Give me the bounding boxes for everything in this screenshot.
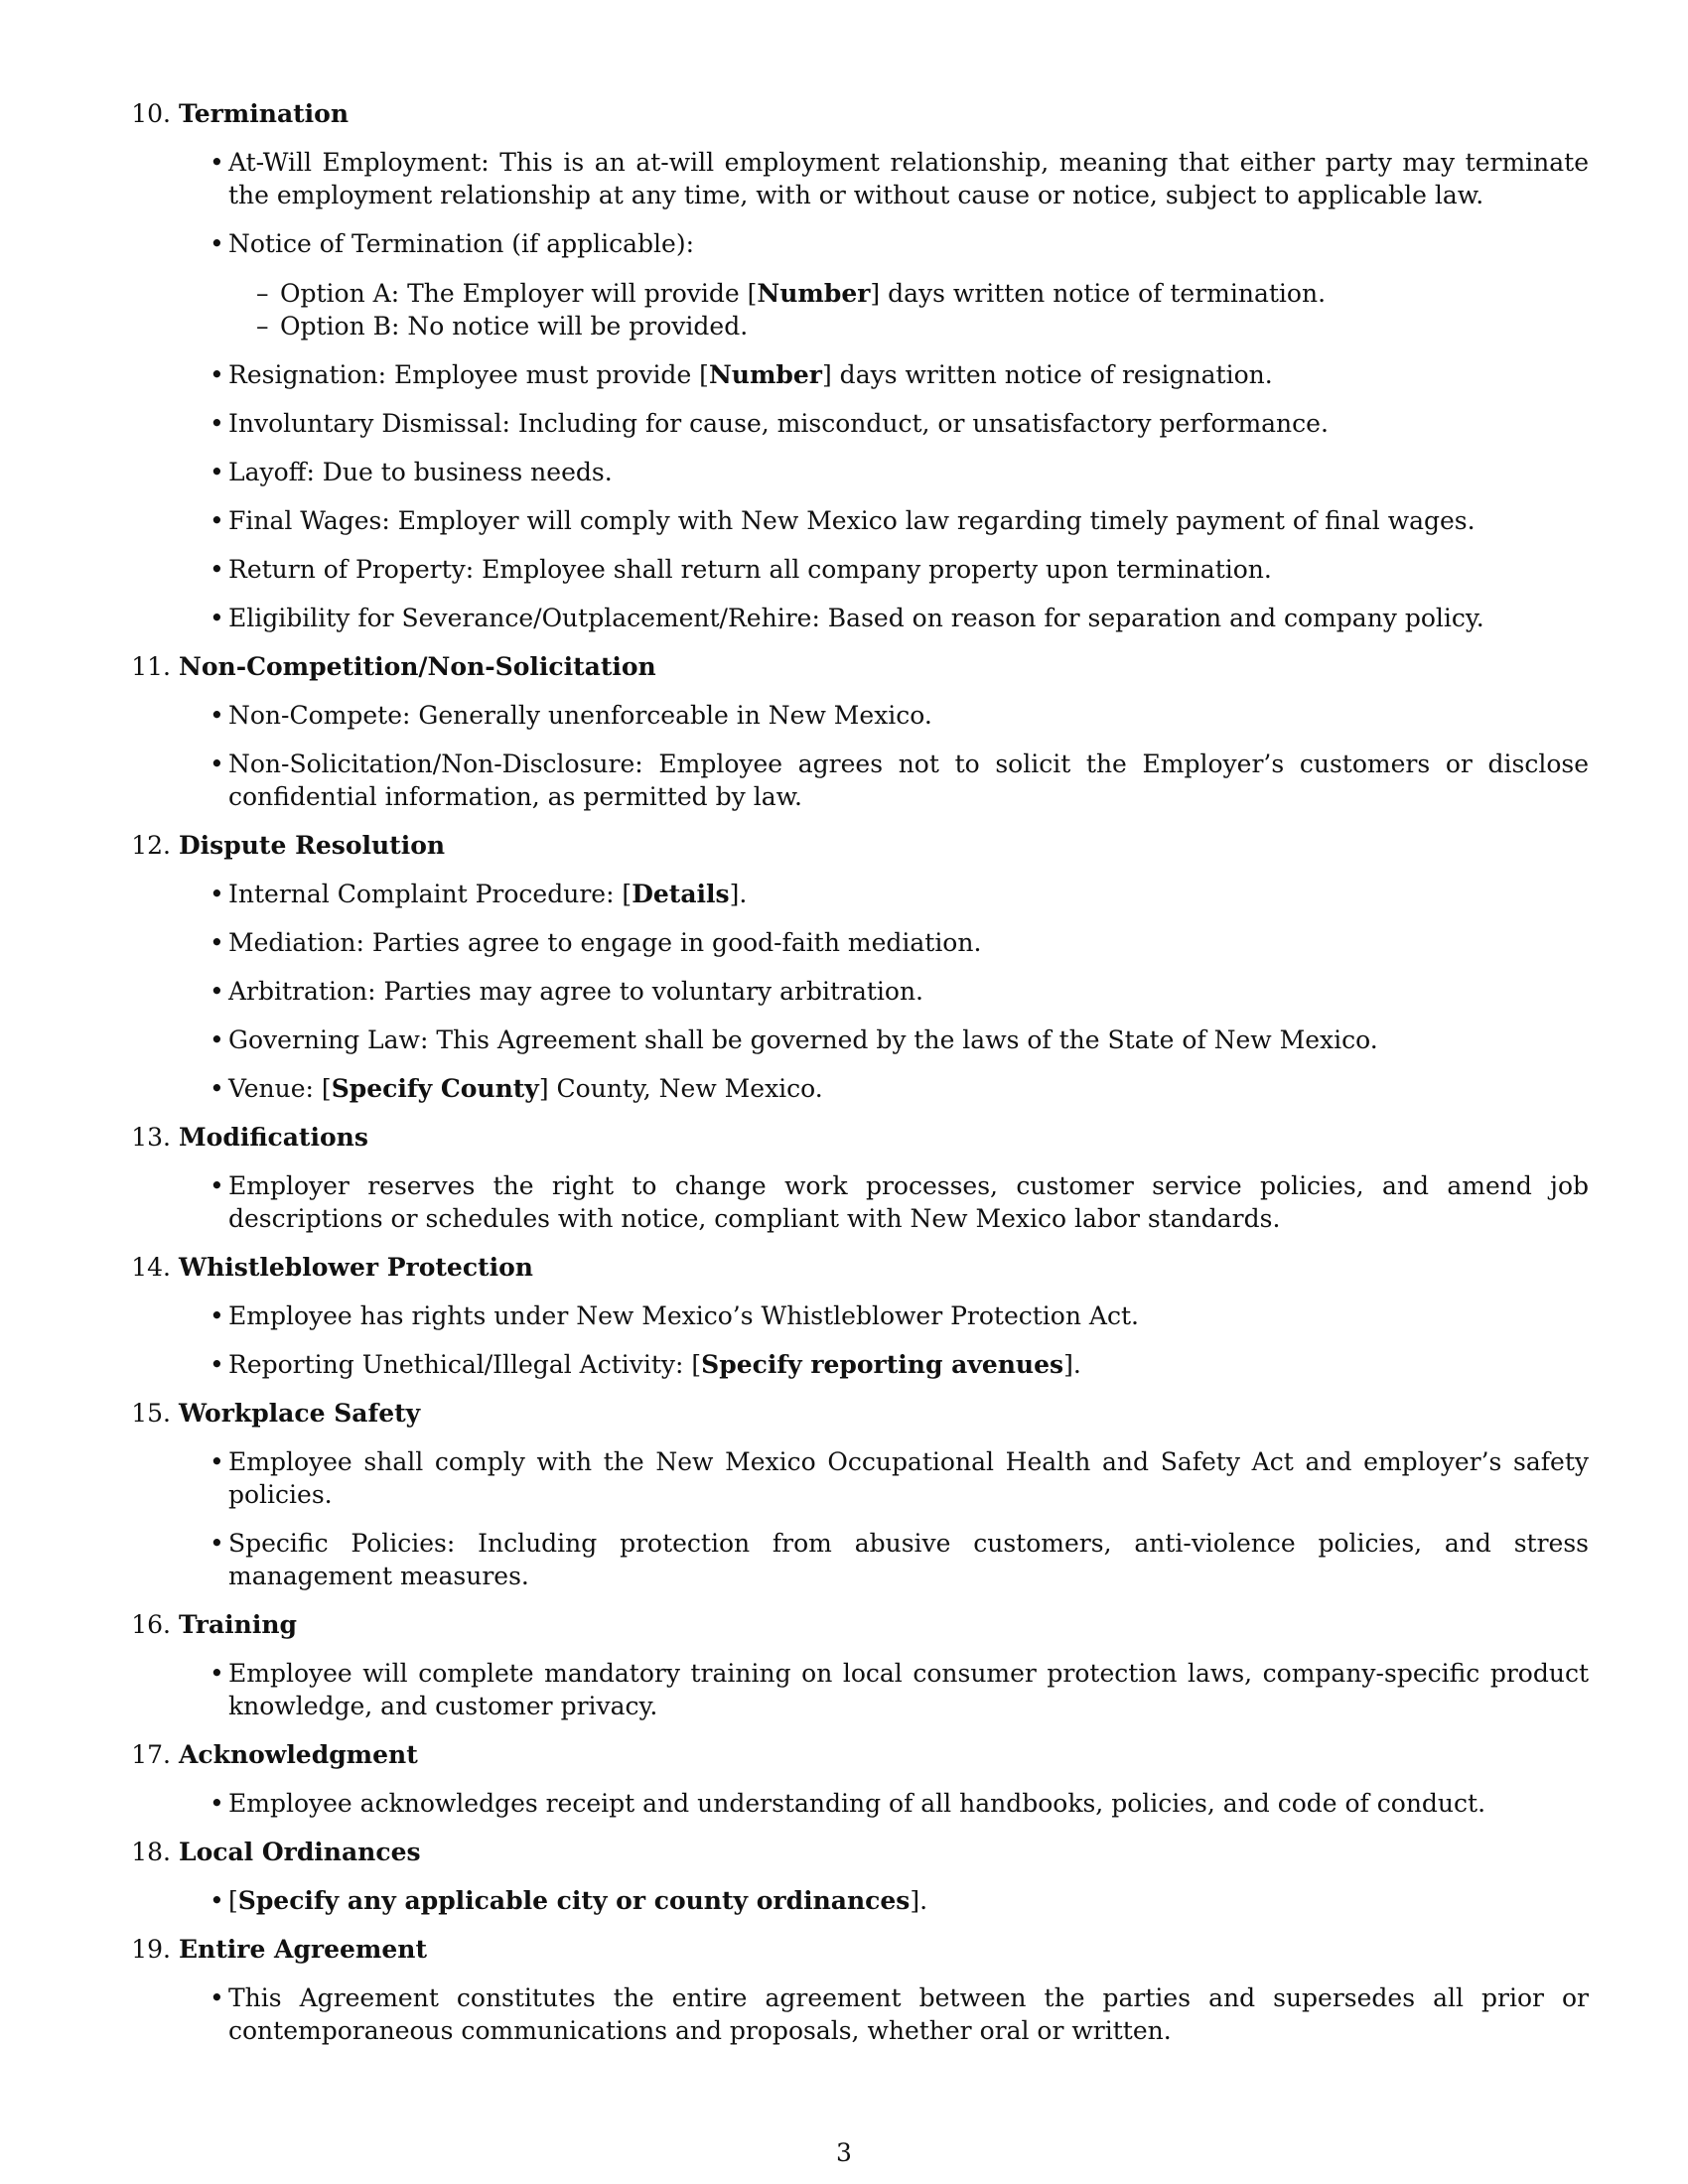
list-item (117, 407, 1589, 440)
bullet-list (117, 146, 1589, 634)
list-item (117, 602, 1589, 634)
bullet-list (117, 1981, 1589, 2047)
section-12 (117, 829, 1589, 1105)
placeholder-field: Details (632, 880, 730, 908)
sub-list-item (228, 277, 1589, 310)
list-item (117, 227, 1589, 342)
list-item (117, 878, 1589, 910)
bullet-list (117, 1299, 1589, 1381)
section-heading (117, 97, 1589, 130)
section-19 (117, 1933, 1589, 2047)
section-11 (117, 650, 1589, 813)
section-title: Termination (179, 99, 350, 128)
item-text-post: ] days written notice of resignation. (821, 360, 1273, 389)
section-14 (117, 1251, 1589, 1381)
section-heading (117, 1836, 1589, 1868)
section-number: 14. (131, 1253, 171, 1282)
section-number: 10. (131, 99, 171, 128)
section-number: 18. (131, 1838, 171, 1866)
list-item (117, 358, 1589, 391)
item-text-pre: Option A: The Employer will provide [ (280, 279, 758, 308)
section-number: 19. (131, 1935, 171, 1964)
item-text-pre: Venue: [ (228, 1074, 332, 1103)
section-heading (117, 1121, 1589, 1154)
list-item (117, 456, 1589, 488)
item-text-post: ] days written notice of termination. (870, 279, 1327, 308)
section-16 (117, 1608, 1589, 1722)
section-heading (117, 829, 1589, 862)
placeholder-field: Specify County (331, 1074, 539, 1103)
item-text: At-Will Employment: This is an at-will employment relationship, meaning that either party may terminate the employment relationship at any time, with or without cause or notice, subject to applicable law. (228, 148, 1589, 209)
section-number: 12. (131, 831, 171, 860)
placeholder-field: Number (708, 360, 822, 389)
placeholder-field: Number (757, 279, 871, 308)
list-item (117, 1072, 1589, 1105)
item-text-pre: Reporting Unethical/Illegal Activity: [ (228, 1350, 702, 1379)
section-15 (117, 1397, 1589, 1592)
item-text-pre: Resignation: Employee must provide [ (228, 360, 709, 389)
section-title: Local Ordinances (179, 1838, 421, 1866)
section-heading (117, 1738, 1589, 1771)
item-text: Eligibility for Severance/Outplacement/Rehire: Based on reason for separation and company policy. (228, 604, 1484, 632)
item-text: This Agreement constitutes the entire agreement between the parties and supersedes all prior or contemporaneous communications and proposals, whether oral or written. (228, 1983, 1589, 2045)
sub-list-item (228, 310, 1589, 342)
item-text: Mediation: Parties agree to engage in good-faith mediation. (228, 928, 982, 957)
section-title: Modifications (179, 1123, 368, 1152)
item-text-pre: Internal Complaint Procedure: [ (228, 880, 633, 908)
section-title: Entire Agreement (179, 1935, 427, 1964)
item-text: Final Wages: Employer will comply with New Mexico law regarding timely payment of final wages. (228, 506, 1476, 535)
list-item (117, 1787, 1589, 1820)
item-text: Return of Property: Employee shall return all company property upon termination. (228, 555, 1272, 584)
list-item (117, 748, 1589, 813)
document-body (117, 97, 1589, 2063)
item-text: Arbitration: Parties may agree to voluntary arbitration. (228, 977, 923, 1006)
item-text: Specific Policies: Including protection from abusive customers, anti-violence policies, and stress management measures. (228, 1529, 1589, 1590)
list-item (117, 1299, 1589, 1332)
item-text-post: ]. (910, 1886, 928, 1915)
section-number: 11. (131, 652, 171, 681)
list-item (117, 1348, 1589, 1381)
item-text-post: ]. (729, 880, 748, 908)
section-title: Whistleblower Protection (179, 1253, 533, 1282)
bullet-list (117, 699, 1589, 813)
section-number: 17. (131, 1740, 171, 1769)
page-number: 3 (836, 2138, 852, 2167)
bullet-list (117, 1787, 1589, 1820)
placeholder-field: Specify any applicable city or county ordinances (237, 1886, 911, 1915)
item-text: Governing Law: This Agreement shall be governed by the laws of the State of New Mexico. (228, 1025, 1378, 1054)
section-heading (117, 1608, 1589, 1641)
item-text-pre: Option B: No notice will be provided. (280, 312, 749, 341)
item-text: Employer reserves the right to change work processes, customer service policies, and amend job descriptions or schedules with notice, compliant with New Mexico labor standards. (228, 1171, 1589, 1233)
section-title: Non-Competition/Non-Solicitation (179, 652, 656, 681)
item-text-post: ] County, New Mexico. (538, 1074, 823, 1103)
bullet-list (117, 1884, 1589, 1917)
bullet-list (117, 1445, 1589, 1592)
section-heading (117, 650, 1589, 683)
item-text: Employee shall comply with the New Mexico Occupational Health and Safety Act and employer’s safety policies. (228, 1447, 1589, 1509)
bullet-list (117, 878, 1589, 1105)
item-text-post: ]. (1063, 1350, 1081, 1379)
item-text: Non-Compete: Generally unenforceable in New Mexico. (228, 701, 932, 730)
item-text: Employee will complete mandatory training on local consumer protection laws, company-specific product knowledge, and customer privacy. (228, 1659, 1589, 1720)
item-text-pre: [ (228, 1886, 238, 1915)
bullet-list (117, 1657, 1589, 1722)
list-item (117, 1981, 1589, 2047)
list-item (117, 926, 1589, 959)
section-heading (117, 1251, 1589, 1284)
list-item (117, 1527, 1589, 1592)
list-item (117, 975, 1589, 1008)
sub-list (228, 277, 1589, 342)
list-item (117, 1884, 1589, 1917)
section-number: 16. (131, 1610, 171, 1639)
section-17 (117, 1738, 1589, 1820)
section-13 (117, 1121, 1589, 1235)
section-number: 13. (131, 1123, 171, 1152)
section-18 (117, 1836, 1589, 1917)
list-item (117, 1024, 1589, 1056)
section-title: Workplace Safety (179, 1399, 421, 1428)
section-number: 15. (131, 1399, 171, 1428)
item-text: Involuntary Dismissal: Including for cause, misconduct, or unsatisfactory performance. (228, 409, 1329, 438)
list-item (117, 553, 1589, 586)
item-text: Non-Solicitation/Non-Disclosure: Employee agrees not to solicit the Employer’s customers or disclose confidential information, as permitted by law. (228, 750, 1589, 811)
section-title: Training (179, 1610, 297, 1639)
list-item (117, 1169, 1589, 1235)
item-text: Layoff: Due to business needs. (228, 458, 613, 486)
section-heading (117, 1397, 1589, 1430)
item-text: Notice of Termination (if applicable): (228, 229, 695, 258)
item-text: Employee acknowledges receipt and understanding of all handbooks, policies, and code of conduct. (228, 1789, 1486, 1818)
list-item (117, 699, 1589, 732)
item-text: Employee has rights under New Mexico’s Whistleblower Protection Act. (228, 1301, 1139, 1330)
list-item (117, 1445, 1589, 1511)
list-item (117, 146, 1589, 211)
list-item (117, 504, 1589, 537)
placeholder-field: Specify reporting avenues (701, 1350, 1064, 1379)
section-heading (117, 1933, 1589, 1966)
section-title: Acknowledgment (179, 1740, 418, 1769)
list-item (117, 1657, 1589, 1722)
section-10 (117, 97, 1589, 634)
bullet-list (117, 1169, 1589, 1235)
section-title: Dispute Resolution (179, 831, 446, 860)
